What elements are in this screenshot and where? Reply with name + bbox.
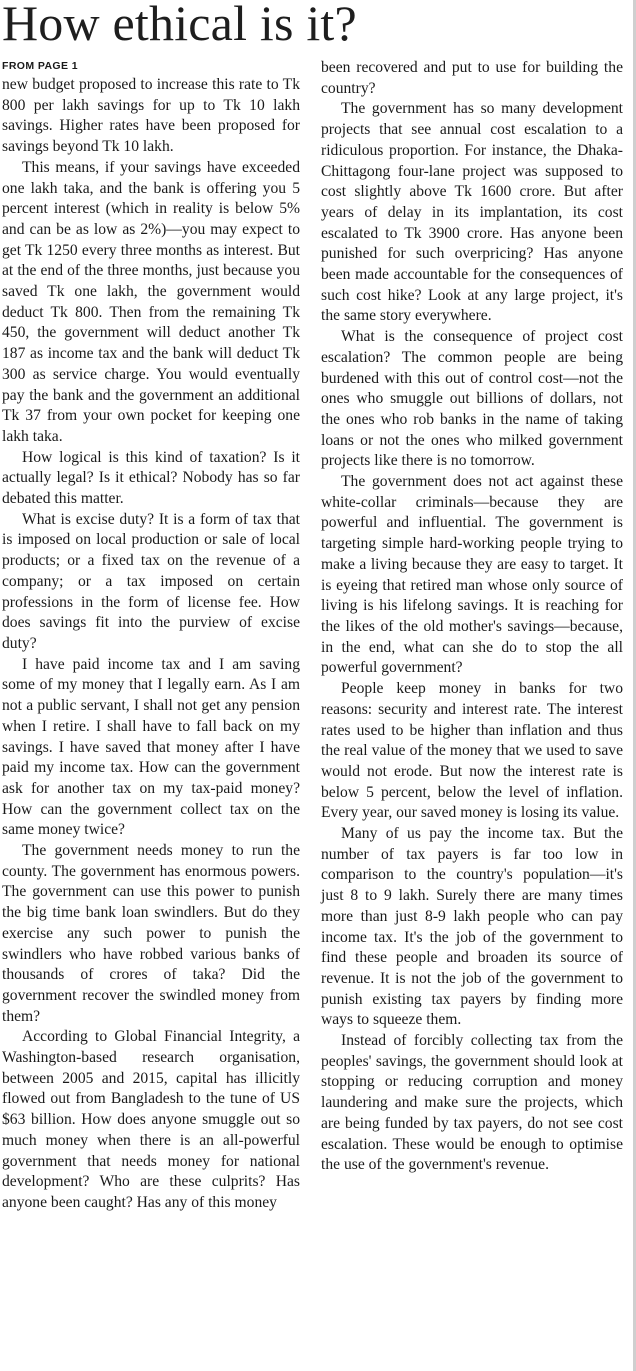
paragraph: The government has so many development projects that see annual cost escalation to a ridiculous proportion. For instance, the Dhaka-Chittagong four-lane project was supposed to cost slightly above Tk 1600 crore. But after years of delay in its implantation, its cost escalated to Tk 3900 crore. Has anyone been punished for such overpricing? Has anyone been made accountable for the consequences of such cost hike? Look at any large project, it's the same story everywhere. — [321, 100, 623, 325]
paragraph: Instead of forcibly collecting tax from the peoples' savings, the government should look at stopping or reducing corruption and money laundering and make sure the projects, which are being funded by tax payers, do not see cost escalation. These would be enough to optimise the use of the government's revenue. — [321, 1032, 623, 1174]
paragraph: This means, if your savings have exceeded one lakh taka, and the bank is offering you 5 percent interest (which in reality is below 5% and can be as low as 2%)—you may expect to get Tk 1250 every three months as interest. But at the end of the three months, just because you saved Tk one lakh, the government would deduct Tk 800. Then from the remaining Tk 450, the government will deduct another Tk 187 as income tax and the bank will deduct Tk 300 as service charge. You would eventually pay the bank and the government an additional Tk 37 from your own pocket for keeping one lakh taka. — [2, 158, 300, 445]
paragraph: According to Global Financial Integrity, a Washington-based research organisation, between 2005 and 2015, capital has illicitly flowed out from Bangladesh to the tune of US $63 billion. How does anyone smuggle out so much money when there is an all-powerful government that needs money for national development? Who are these culprits? Has anyone been caught? Has any of this money — [2, 1028, 300, 1211]
paragraph: Many of us pay the income tax. But the number of tax payers is far too low in comparison to the country's population—it's just 8 to 9 lakh. Surely there are many times more than just 8-9 lakh people who can pay income tax. It's the job of the government to find these people and broaden its source of revenue. It is not the job of the government to punish existing tax payers by finding more ways to squeeze them. — [321, 825, 623, 1029]
paragraph: What is excise duty? It is a form of tax that is imposed on local production or sale of local products; or a fixed tax on the revenue of a company; or a tax imposed on certain professions in the form of license fee. How does savings fit into the purview of excise duty? — [2, 510, 300, 652]
paragraph: new budget proposed to increase this rate to Tk 800 per lakh savings for up to Tk 10 lakh savings. Higher rates have been proposed for savings beyond Tk 10 lakh. — [2, 76, 300, 156]
paragraph: People keep money in banks for two reasons: security and interest rate. The interest rates used to be higher than inflation and thus the real value of the money that we used to save would not erode. But now the interest rate is below 5 percent, below the level of inflation. Every year, our saved money is losing its value. — [321, 680, 623, 822]
left-column — [2, 58, 300, 1214]
right-column — [321, 58, 623, 1176]
paragraph: What is the consequence of project cost escalation? The common people are being burdened with this out of control cost—not the ones who smuggle out billions of dollars, not the ones who rob banks in the name of taking loans or not the ones who milked government projects like there is no tomorrow. — [321, 328, 623, 470]
kicker: FROM PAGE 1 — [2, 60, 78, 72]
paragraph: been recovered and put to use for building the country? — [321, 59, 623, 97]
paragraph: The government needs money to run the county. The government has enormous powers. The government can use this power to punish the big time bank loan swindlers. But do they exercise any such power to punish the swindlers who have robbed various banks of thousands of crores of taka? Did the government recover the swindled money from them? — [2, 842, 300, 1025]
paragraph: I have paid income tax and I am saving some of my money that I legally earn. As I am not a public servant, I shall not get any pension when I retire. I shall have to fall back on my savings. I have saved that money after I have paid my income tax. How can the government ask for another tax on my tax-paid money? How can the government collect tax on the same money twice? — [2, 655, 300, 839]
paragraph: The government does not act against these white-collar criminals—because they are powerful and influential. The government is targeting simple hard-working people trying to make a living because they are easy to target. It is eyeing that retired man whose only source of living is his lifelong savings. It is reaching for the likes of the old mother's savings—because, in the end, what can she do to stop the all powerful government? — [321, 473, 623, 677]
paragraph: How logical is this kind of taxation? Is it actually legal? Is it ethical? Nobody has so far debated this matter. — [2, 448, 300, 508]
headline: How ethical is it? — [2, 0, 357, 51]
